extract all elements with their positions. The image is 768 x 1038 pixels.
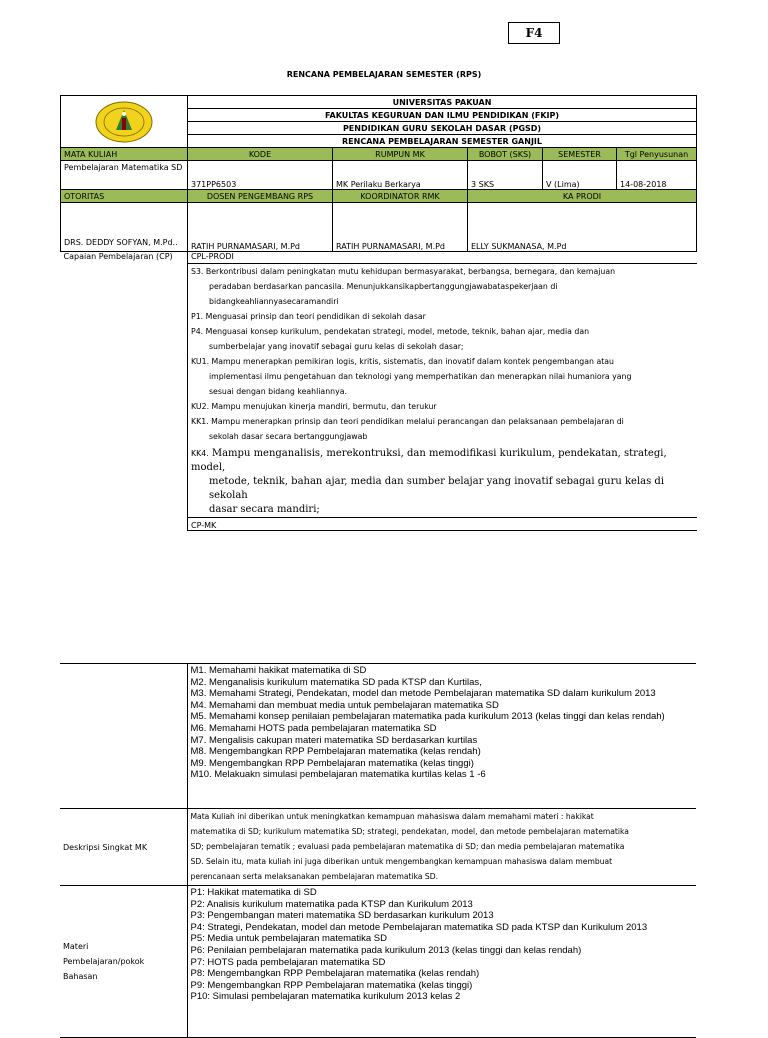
rps-header-table <box>60 95 697 531</box>
cp-item-ku1: KU1. Mampu menerapkan pemikiran logis, kritis, sistematis, dan inovatif dalam kontek pengembangan atau implementasi ilmu pengetahuan dan teknologi yang memperhatikan dan menerapkan nilai humaniora yang sesuai dengan bidang keahliannya. <box>191 357 632 396</box>
col-header-semester: SEMESTER <box>543 148 617 161</box>
plan-title: RENCANA PEMBELAJARAN SEMESTER GANJIL <box>188 135 697 148</box>
materi-item: P4: Strategi, Pendekatan, model dan metode Pembelajaran matematika SD pada KTSP dan Kurikulum 2013 <box>190 921 648 933</box>
authority-dosen: RATIH PURNAMASARI, M.Pd <box>188 203 333 252</box>
course-code: 371PP6503 <box>188 161 333 190</box>
col-header-tgl: Tgl Penyusunan <box>617 148 697 161</box>
cpmk-label: CP-MK <box>188 518 697 531</box>
course-semester: V (Lima) <box>543 161 617 190</box>
materi-item: P6: Penilaian pembelajaran matematika pada kurikulum 2013 (kelas tinggi dan kelas rendah) <box>190 944 582 956</box>
materi-item: P5: Media untuk pembelajaran matematika SD <box>190 933 387 945</box>
cpmk-item: M7. Mengalisis cakupan materi matematika SD berdasarkan kurtilas <box>190 734 478 746</box>
document-title: RENCANA PEMBELAJARAN SEMESTER (RPS) <box>286 70 482 79</box>
cp-item-kk4: KK4. Mampu menganalisis, merekontruksi, dan memodifikasi kurikulum, pendekatan, strategi, model, metode, teknik, bahan ajar, media dan sumber belajar yang inovatif sebagai guru kelas di sekolah dasar secara mandiri; <box>191 448 667 515</box>
materi-list <box>187 886 696 1038</box>
cpmk-item: M8. Mengembangkan RPP Pembelajaran matematika (kelas rendah) <box>190 746 481 758</box>
cp-item-p4: P4. Menguasai konsep kurikulum, pendekatan strategi, model, metode, teknik, bahan ajar, media dan sumberbelajar yang inovatif sebagai guru kelas di sekolah dasar; <box>191 327 590 351</box>
cp-item-p1: P1. Menguasai prinsip dan teori pendidikan di sekolah dasar <box>191 312 426 321</box>
cpmk-item: M5. Memahami konsep penilaian pembelajaran matematika pada kurikulum 2013 (kelas tinggi dan kelas rendah) <box>190 711 665 723</box>
program-name: PENDIDIKAN GURU SEKOLAH DASAR (PGSD) <box>188 122 697 135</box>
course-date: 14-08-2018 <box>617 161 697 190</box>
cp-item-ku2: KU2. Mampu menujukan kinerja mandiri, bermutu, dan terukur <box>191 402 437 411</box>
materi-label: Materi Pembelajaran/pokok Bahasan <box>60 886 187 1038</box>
cpmk-item: M2. Menganalisis kurikulum matematika SD pada KTSP dan Kurtilas, <box>190 676 482 688</box>
materi-item: P10: Simulasi pembelajaran matematika kurikulum 2013 kelas 2 <box>190 991 461 1003</box>
cpmk-list <box>187 664 696 809</box>
col-header-mata-kuliah: MATA KULIAH <box>61 148 188 161</box>
col-header-dosen: DOSEN PENGEMBANG RPS <box>188 190 333 203</box>
materi-item: P7: HOTS pada pembelajaran matematika SD <box>190 956 386 968</box>
form-code-box: F4 <box>508 22 560 44</box>
col-header-kaprodi: KA PRODI <box>468 190 697 203</box>
logo-cell <box>61 96 188 148</box>
course-name: Pembelajaran Matematika SD <box>61 161 188 190</box>
cp-item-kk1: KK1. Mampu menerapkan prinsip dan teori pendidikan melalui perancangan dan pelaksanaan pembelajaran di sekolah dasar secara bertanggungjawab <box>191 417 624 441</box>
cp-item-s3: S3. Berkontribusi dalam peningkatan mutu kehidupan bermasyarakat, berbangsa, bernegara, dan kemajuan peradaban berdasarkan pancasila. Menunjukkansikapbertanggungjawabataspekerjaan di bidangkeahliannyasecaramandiri <box>191 267 616 306</box>
col-header-koordinator: KOORDINATOR RMK <box>333 190 468 203</box>
col-header-otoritas: OTORITAS <box>61 190 188 203</box>
cpl-prodi-content <box>188 264 697 518</box>
materi-item: P9: Mengembangkan RPP Pembelajaran matematika (kelas tinggi) <box>190 979 473 991</box>
materi-item: P3: Pengembangan materi matematika SD berdasarkan kurikulum 2013 <box>190 910 494 922</box>
university-logo-icon <box>94 100 154 144</box>
cpmk-item: M3. Memahami Strategi, Pendekatan, model dan metode Pembelajaran matematika SD dalam kurikulum 2013 <box>190 688 656 700</box>
cpl-prodi-label: CPL-PRODI <box>188 252 697 264</box>
deskripsi-label: Deskripsi Singkat MK <box>60 809 187 886</box>
cp-label: Capaian Pembelajaran (CP) <box>61 252 188 531</box>
cpmk-item: M4. Memahami dan membuat media untuk pembelajaran matematika SD <box>190 699 499 711</box>
cpmk-item: M6. Memahami HOTS pada pembelajaran matematika SD <box>190 722 437 734</box>
faculty-name: FAKULTAS KEGURUAN DAN ILMU PENDIDIKAN (FKIP) <box>188 109 697 122</box>
rps-detail-table <box>60 663 696 1038</box>
col-header-rumpun: RUMPUN MK <box>333 148 468 161</box>
cpmk-item: M9. Mengembangkan RPP Pembelajaran matematika (kelas tinggi) <box>190 757 474 769</box>
university-name: UNIVERSITAS PAKUAN <box>188 96 697 109</box>
materi-item: P8: Mengembangkan RPP Pembelajaran matematika (kelas rendah) <box>190 968 480 980</box>
col-header-bobot: BOBOT (SKS) <box>468 148 543 161</box>
authority-koordinator: RATIH PURNAMASARI, M.Pd <box>333 203 468 252</box>
col-header-kode: KODE <box>188 148 333 161</box>
materi-item: P2: Analisis kurikulum matematika pada KTSP dan Kurikulum 2013 <box>190 898 473 910</box>
cpmk-item: M10. Melakuakn simulasi pembelajaran matematika kurtilas kelas 1 -6 <box>190 769 486 781</box>
materi-item: P1: Hakikat matematika di SD <box>190 887 317 898</box>
authority-otoritas: DRS. DEDDY SOFYAN, M.Pd.. <box>61 203 188 252</box>
authority-kaprodi: ELLY SUKMANASA, M.Pd <box>468 203 697 252</box>
cpmk-left-cell <box>60 664 187 809</box>
course-rumpun: MK Perilaku Berkarya <box>333 161 468 190</box>
cpmk-item: M1. Memahami hakikat matematika di SD <box>190 665 367 676</box>
deskripsi-content: Mata Kuliah ini diberikan untuk meningkatkan kemampuan mahasiswa dalam memahami materi : hakikat matematika di SD; kurikulum matematika SD; strategi, pendekatan, model, dan metode pembelajaran matematika SD; pembelajaran tematik ; evaluasi pada pembelajaran matematika di SD; dan media pembelajaran matematika SD. Selain itu, mata kuliah ini juga diberikan untuk mengembangkan kemampuan mahasiswa dalam membuat perencanaan serta melaksanakan pembelajaran matematika SD. <box>187 809 696 886</box>
course-bobot: 3 SKS <box>468 161 543 190</box>
